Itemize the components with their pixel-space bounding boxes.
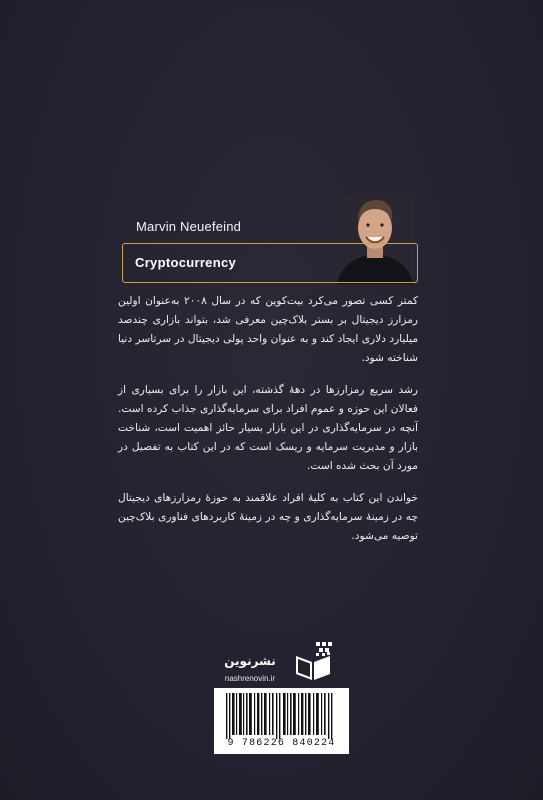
publisher-logo-icon — [294, 640, 334, 686]
publisher-name: نشرنوین — [224, 654, 276, 668]
title-frame — [122, 243, 418, 283]
barcode — [214, 688, 349, 754]
isbn-number: 9 786226 840224 — [227, 738, 336, 749]
author-name: Marvin Neuefeind — [136, 219, 242, 234]
blurb-paragraph-2: رشد سریع رمزارزها در دهۀ گذشته، این بازار را برای بسیاری از فعالان این حوزه و عموم افراد برای سرمایه‌گذاری جذاب کرده است. آنچه در سرمایه‌گذاری در این بازار بسیار حائز اهمیت است، شناخت بازار و مدیریت سرمایه و ریسک است که در این کتاب به تفصیل در مورد آن بحث شده است. — [118, 384, 418, 472]
publisher-website: nashrenovin.ir — [224, 674, 276, 683]
blurb-paragraph-3: خواندن این کتاب به کلیۀ افراد علاقمند به حوزۀ رمزارزهای دیجیتال چه در زمینۀ سرمایه‌گذاری و چه در زمینۀ کاربردهای فناوری بلاک‌چین توصیه می‌شود. — [118, 492, 418, 542]
blurb — [118, 292, 418, 559]
publisher-block — [210, 640, 340, 682]
barcode-bars — [224, 693, 339, 739]
book-title: Cryptocurrency — [135, 255, 237, 270]
blurb-paragraph-1: کمتر کسی تصور می‌کرد بیت‌کوین که در سال ۲۰۰۸ به‌عنوان اولین رمزارز دیجیتال بر بستر بلاک‌چین معرفی شد، بتواند بازاری چندصد میلیارد دلاری ایجاد کند و به عنوان واحد پولی دیجیتال در سرتاسر دنیا شناخته شود. — [118, 295, 418, 364]
